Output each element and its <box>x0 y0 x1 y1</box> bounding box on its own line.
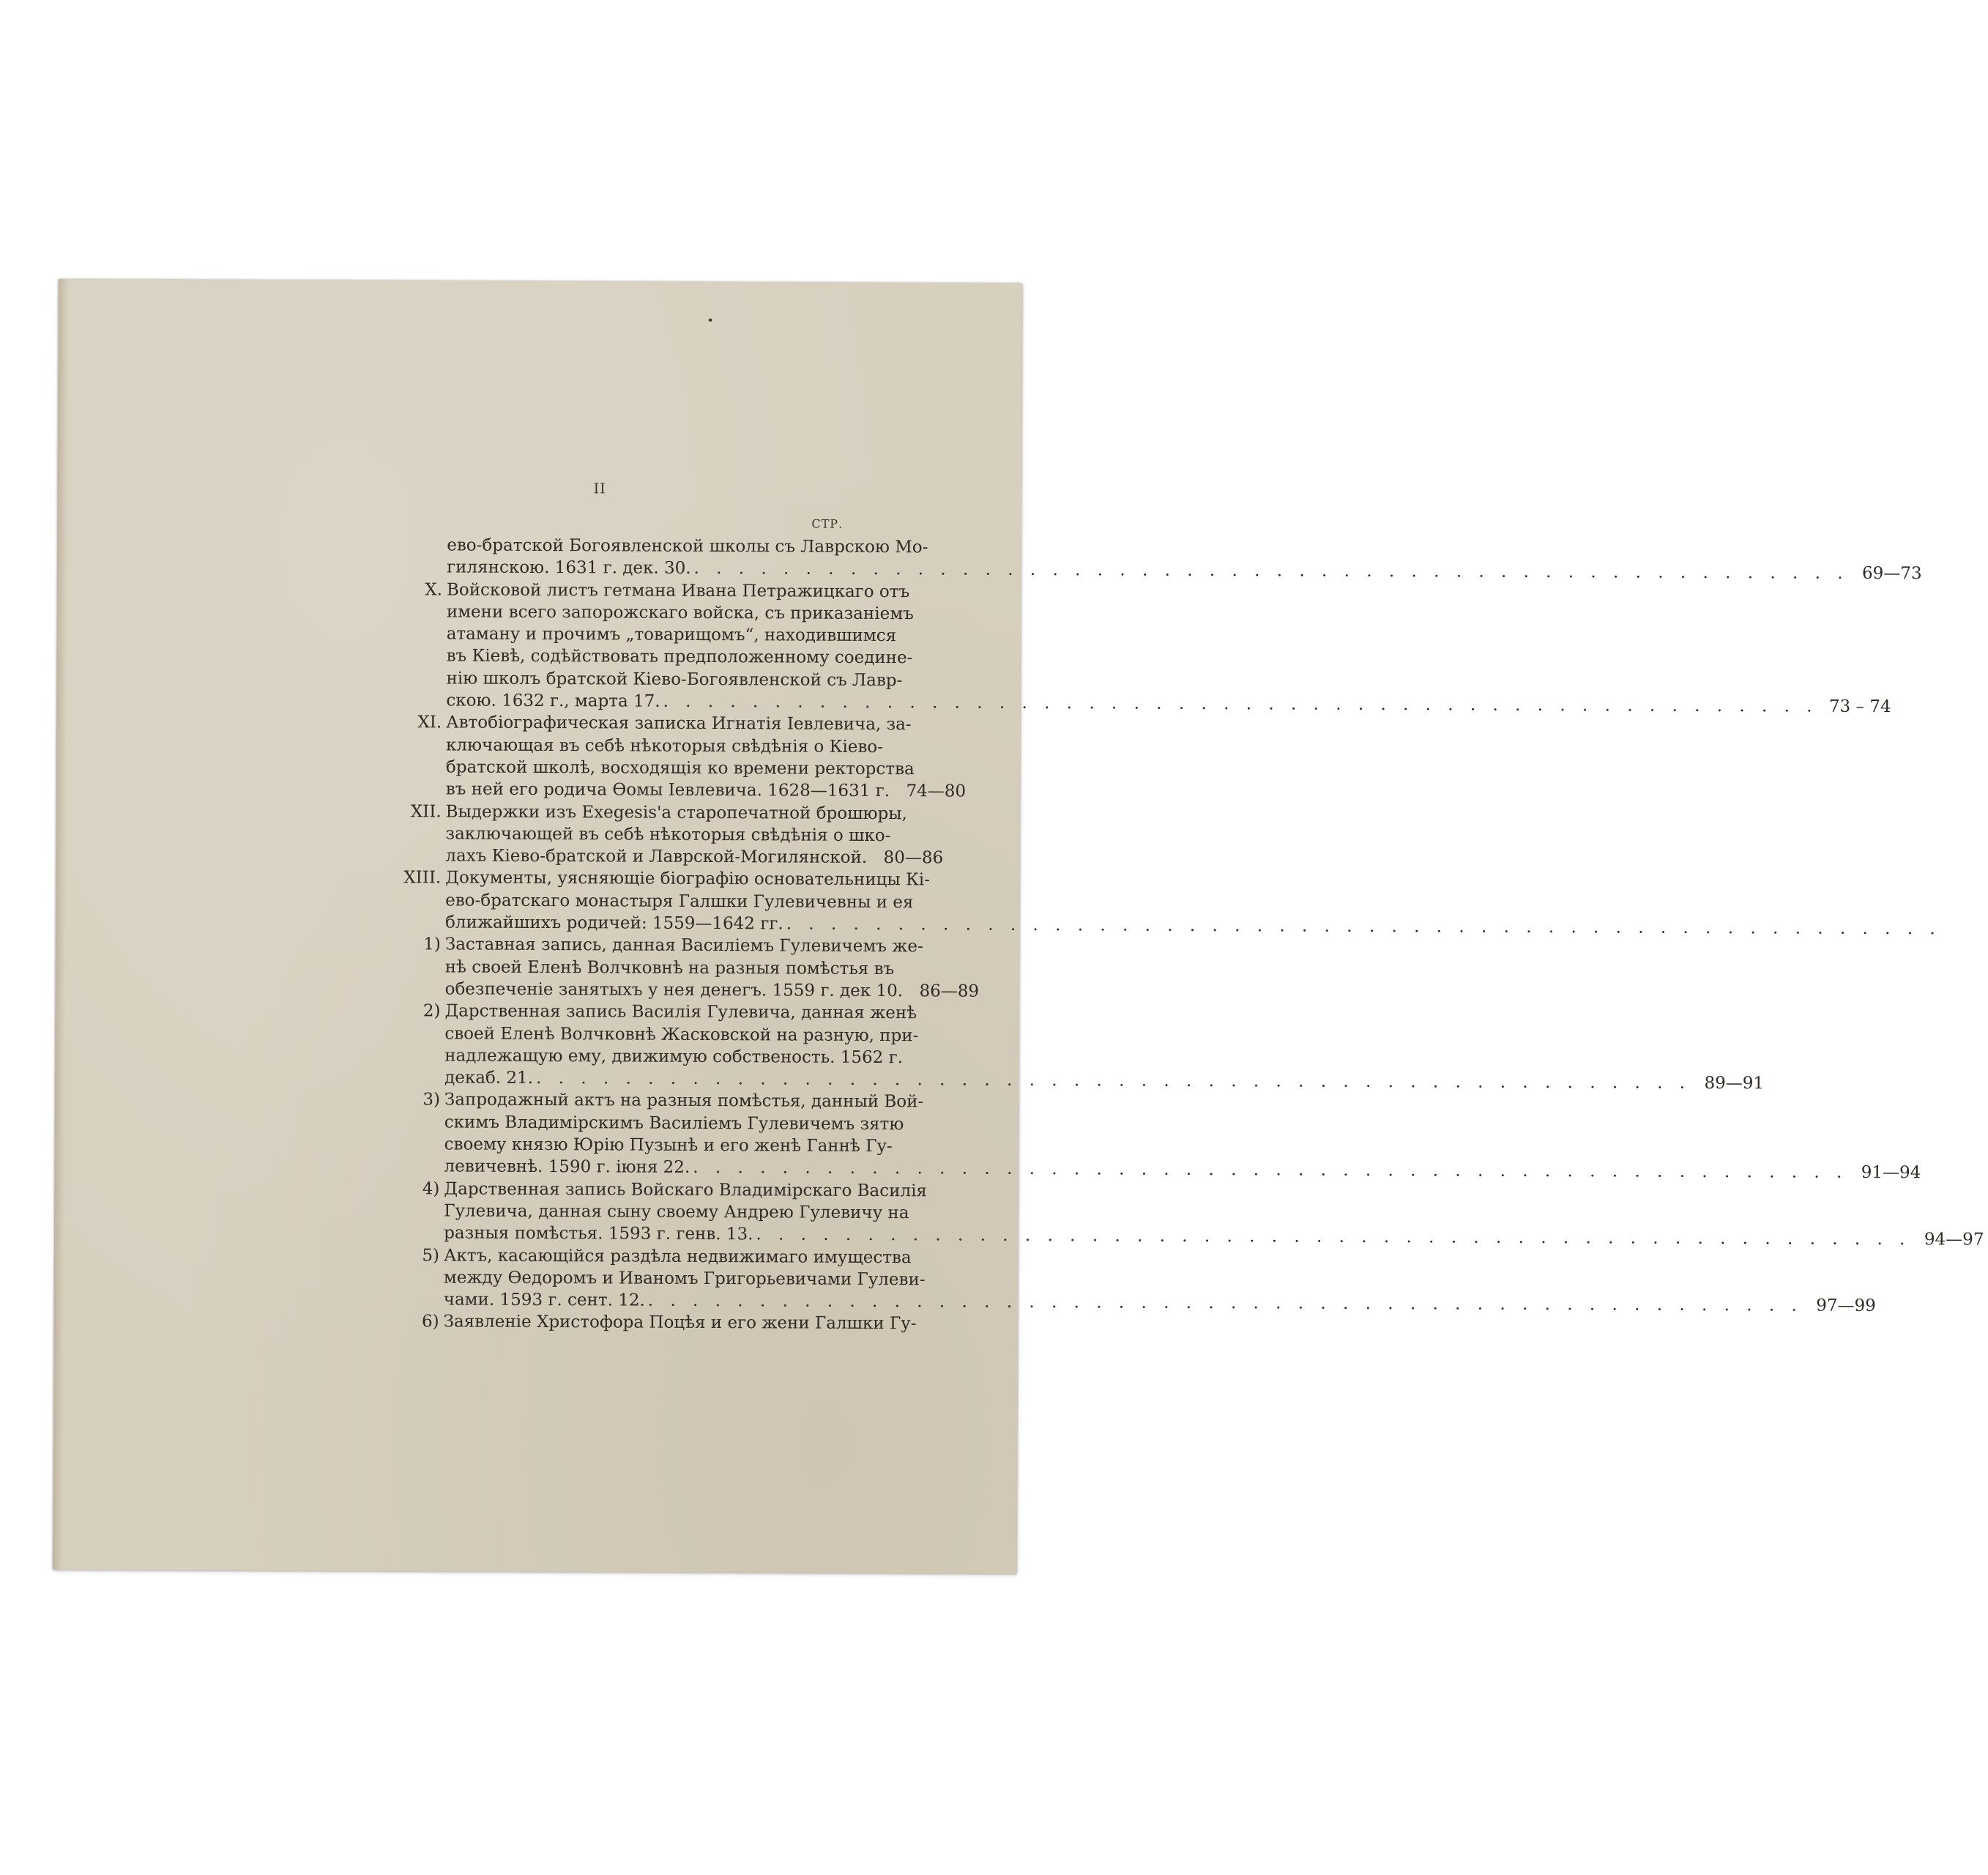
entry-text-line: гилянскою. 1631 г. дек. 30. <box>447 557 691 579</box>
toc-entry <box>371 579 1891 717</box>
entry-text-line: чами. 1593 г. сент. 12. <box>443 1290 645 1310</box>
entry-final-line <box>443 1289 1876 1316</box>
page-range: 94—97 <box>1924 1230 1984 1250</box>
dot-leader <box>786 913 1941 940</box>
page-range: 80—86 <box>883 848 944 868</box>
entry-text-line: Гулевича, данная сыну своему Андрею Гулевичу на <box>444 1201 909 1223</box>
entry-text-line: заключающей въ себѣ нѣкоторыя свѣдѣнія о шко- <box>445 824 891 845</box>
entry-text-line: Выдержки изъ Exegesis'a старопечатной брошюры, <box>445 802 907 823</box>
entry-text-line: Документы, уясняющіе біографію основательницы Кі- <box>445 868 930 890</box>
entry-final-line <box>444 1222 1984 1250</box>
entry-text-line: ево-братскаго монастыря Галшки Гулевичевны и ея <box>445 891 914 912</box>
toc-entry <box>371 711 967 802</box>
page-range: 69—73 <box>1862 564 1922 584</box>
table-of-contents <box>369 534 1984 1335</box>
entry-number: X. <box>425 579 443 600</box>
entry-text-line: левичевнѣ. 1590 г. іюня 22. <box>444 1156 690 1178</box>
entry-text-line: между Ѳедоромъ и Иваномъ Григорьевичами Гулеви- <box>443 1268 926 1290</box>
page-range: 74—80 <box>906 781 967 801</box>
entry-final-line <box>444 1067 1765 1094</box>
entry-text-line: Дарственная запись Василія Гулевича, данная женѣ <box>444 1001 917 1023</box>
ink-speck <box>709 319 712 322</box>
entry-text-line: Заставная запись, данная Василіемъ Гулевичемъ же- <box>444 935 923 957</box>
page-range: 89—91 <box>1704 1074 1765 1094</box>
entry-text-line: братской школѣ, восходящія ко времени ректорства <box>445 757 915 779</box>
entry-number: XIII. <box>403 868 442 888</box>
entry-number: 4) <box>422 1178 440 1199</box>
toc-entry <box>369 1244 1876 1316</box>
entry-text-line: Войсковой листъ гетмана Ивана Петражицкаго отъ <box>446 580 910 601</box>
entry-text-line: нѣ своей Еленѣ Волчковнѣ на разныя помѣстья въ <box>444 957 895 979</box>
document-page <box>53 279 1984 1574</box>
toc-entry <box>371 801 944 869</box>
entry-final-line <box>445 911 898 935</box>
toc-entry <box>369 1178 1984 1250</box>
entry-number: 1) <box>423 935 441 954</box>
entry-number: 6) <box>421 1312 439 1332</box>
entry-text-line: въ ней его родича Ѳомы Іевлевича. 1628—1631 г. <box>445 779 890 801</box>
entry-text-line: Запродажный актъ на разныя помѣстья, данный Вой- <box>444 1090 924 1112</box>
entry-text-line: скимъ Владимірскимъ Василіемъ Гулевичемъ зятю <box>444 1113 904 1134</box>
toc-entry <box>371 866 930 935</box>
page-range: 86—89 <box>919 981 980 1001</box>
toc-entry <box>372 534 1922 584</box>
entry-text-line: имени всего запорожскаго войска, съ приказаніемъ <box>446 602 914 624</box>
toc-entry <box>370 1088 1921 1183</box>
pages-column-header: СТР. <box>811 516 844 531</box>
entry-text-line: Автобіографическая записка Игнатія Іевлевича, за- <box>446 713 912 735</box>
entry-text-line: скою. 1632 г., марта 17. <box>446 691 660 711</box>
page-range: 97—99 <box>1816 1296 1876 1316</box>
entry-number: 2) <box>422 1001 441 1021</box>
toc-entry <box>371 933 980 1002</box>
page-range: 73 – 74 <box>1828 697 1891 717</box>
entry-number: 3) <box>422 1090 441 1110</box>
dot-leader <box>756 1224 1910 1251</box>
toc-entry <box>370 1000 1765 1094</box>
entry-text-line: Дарственная запись Войскаго Владимірскаго Василія <box>444 1179 928 1200</box>
entry-final-line <box>444 1156 1921 1183</box>
page-range: 91—94 <box>1861 1163 1921 1183</box>
entry-text-line: атаману и прочимъ „товарищомъ“, находившимся <box>446 624 897 646</box>
entry-final-line <box>444 978 980 1002</box>
entry-final-line <box>445 845 944 869</box>
entry-final-line <box>445 779 967 803</box>
entry-text-line: нію школъ братской Кіево-Богоявленской съ Лавр- <box>446 669 903 690</box>
entry-text-line: ближайшихъ родичей: 1559—1642 гг. <box>444 913 783 934</box>
entry-text-line: своей Еленѣ Волчковнѣ Жасковской на разную, при- <box>444 1023 919 1045</box>
page-number: II <box>593 480 606 497</box>
entry-final-line <box>447 557 1922 584</box>
entry-text-line: обезпеченіе занятыхъ у нея денегъ. 1559 г. дек 10. <box>444 979 904 1001</box>
entry-text-line: своему князю Юрію Пузынѣ и его женѣ Ганнѣ Гу- <box>444 1135 893 1156</box>
entry-text-line: Актъ, касающійся раздѣла недвижимаго имущества <box>443 1245 912 1267</box>
entry-text-line: лахъ Кіево-братской и Лаврской-Могилянской. <box>445 846 868 868</box>
entry-number: XII. <box>410 801 442 821</box>
entry-text-line: надлежащую ему, движимую собственость. 1562 г. <box>444 1046 904 1068</box>
entry-number: XI. <box>417 713 442 732</box>
entry-text-line: разныя помѣстья. 1593 г. генв. 13. <box>444 1223 753 1244</box>
entry-number: 5) <box>422 1245 440 1265</box>
entry-text-line: Заявленіе Христофора Поцѣя и его жени Галшки Гу- <box>443 1312 917 1334</box>
entry-text-line: ключающая въ себѣ нѣкоторыя свѣдѣнія о Кіево- <box>446 735 883 757</box>
entry-text-line: декаб. 21. <box>444 1068 534 1088</box>
entry-final-line <box>446 690 1891 717</box>
toc-entry <box>369 1310 917 1334</box>
entry-text-line: въ Кіевѣ, содѣйствовать предположенному соедине- <box>446 646 913 668</box>
entry-text-line: ево-братской Богоявленской школы съ Лаврскою Мо- <box>447 535 928 557</box>
